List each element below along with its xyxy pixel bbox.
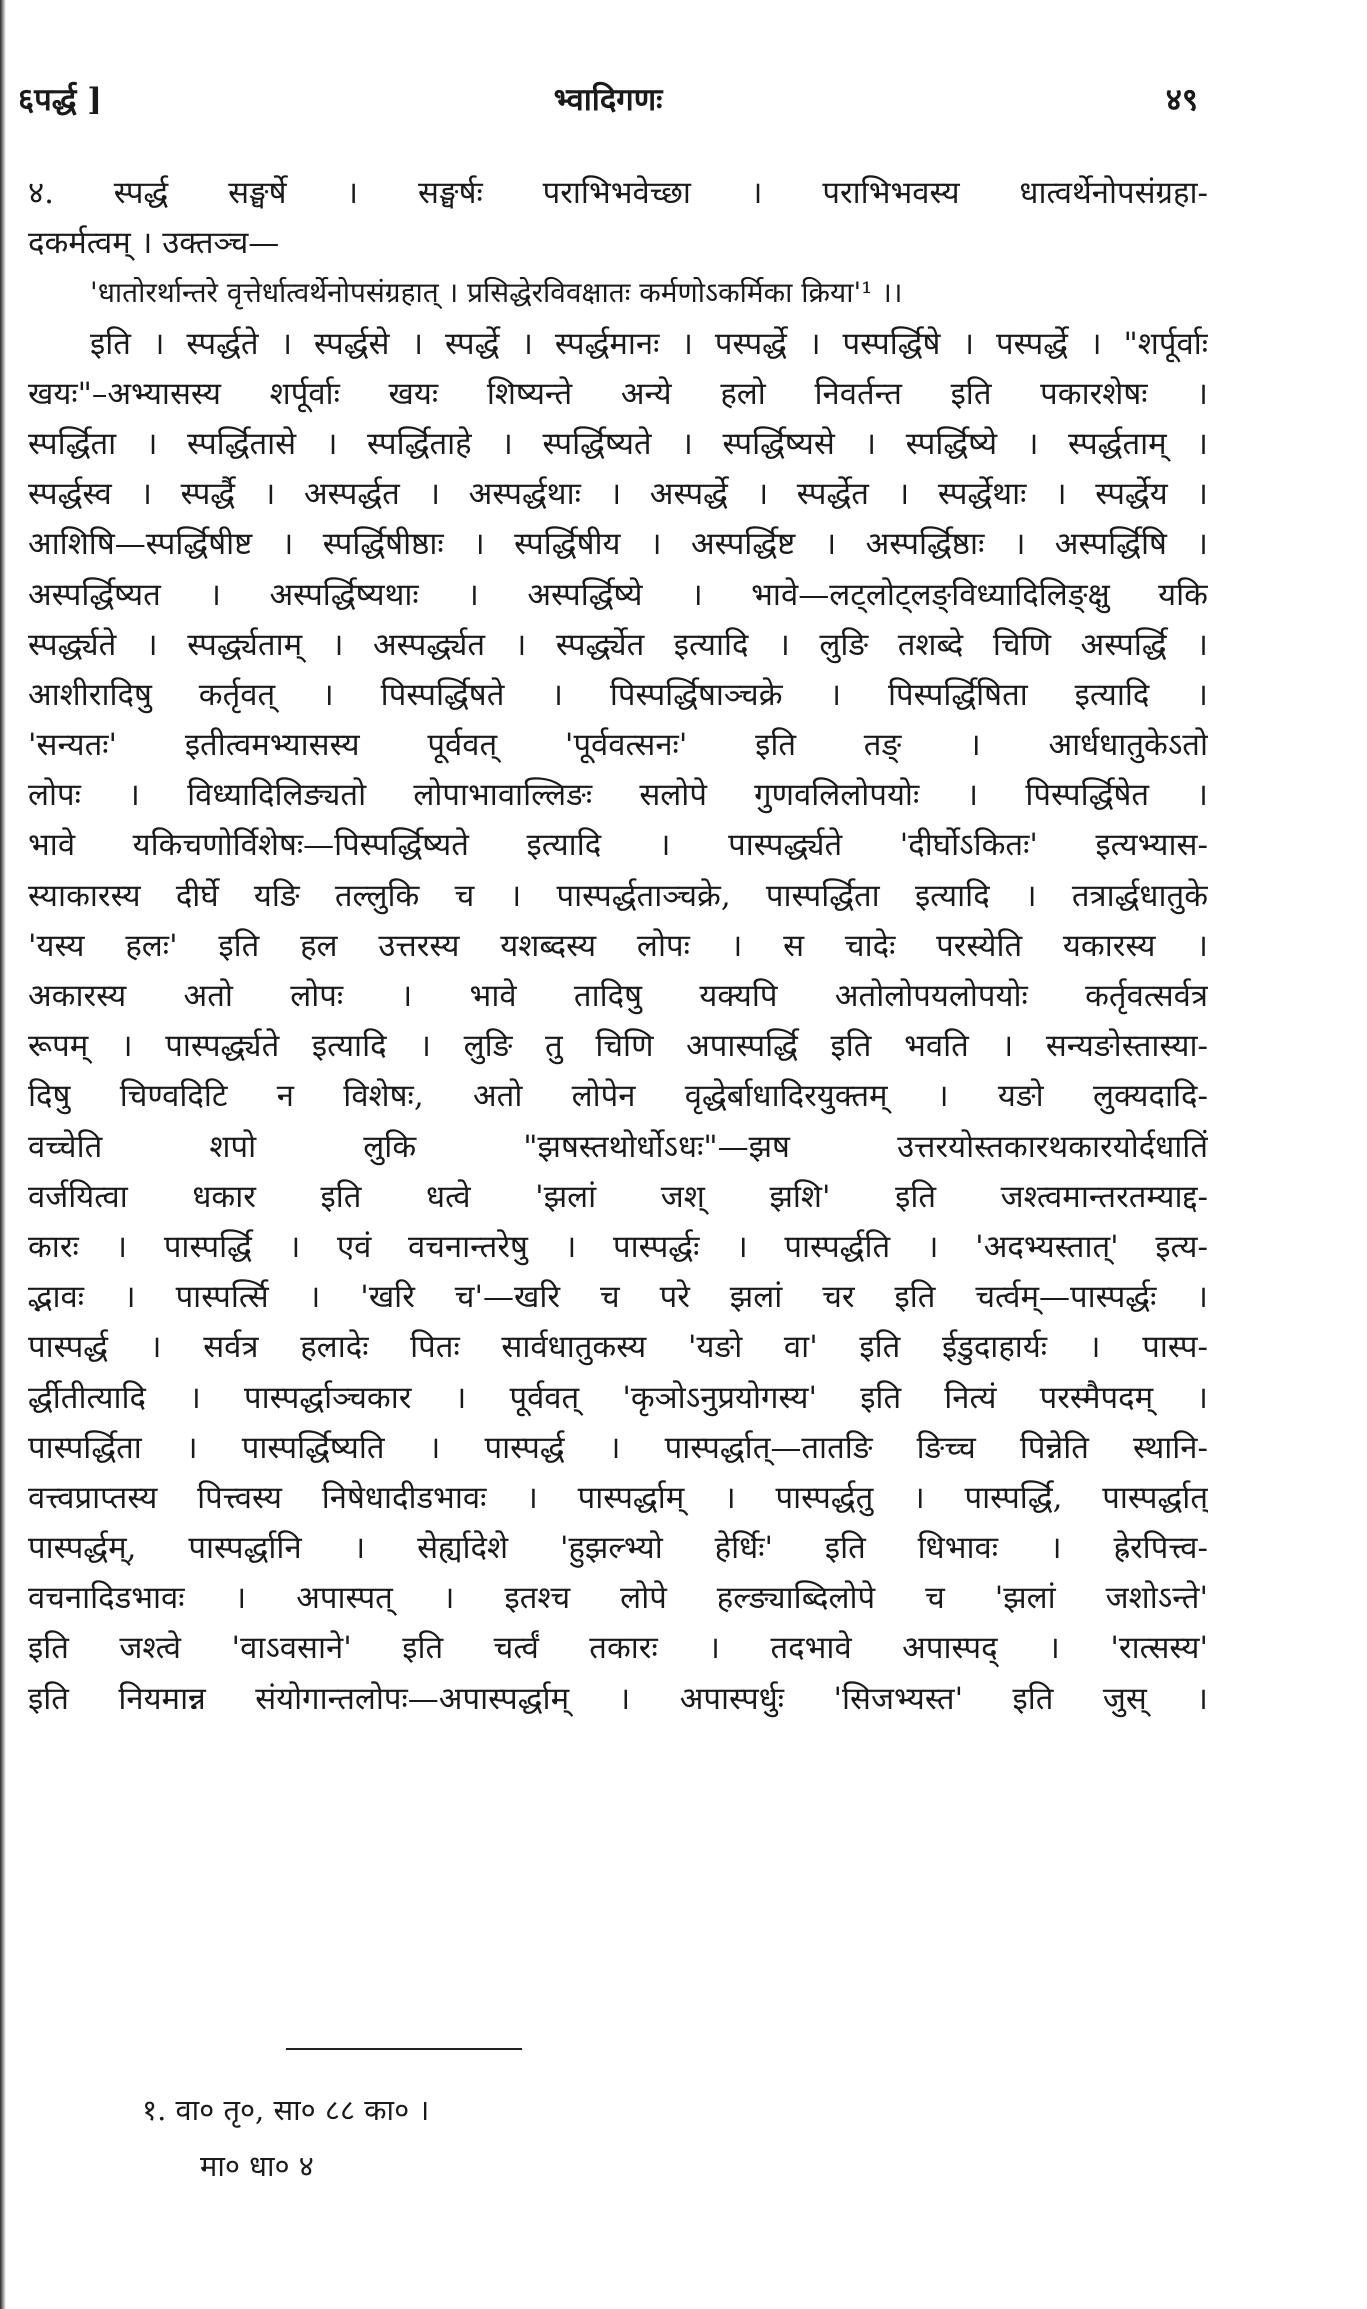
page-edge-shadow <box>0 0 6 2309</box>
text-line: कारः । पास्पर्द्धि । एवं वचनान्तरेषु । पास्पर्द्धः । पास्पर्द्धति । 'अदभ्यस्तात्' इत्य- <box>28 1228 1208 1265</box>
text-line: पास्पर्द्ध । सर्वत्र हलादेः पितः सार्वधातुकस्य 'यङो वा' इति ईडुदाहार्यः । पास्प- <box>28 1329 1208 1366</box>
quote-line: 'धातोरर्थान्तरे वृत्तेर्धात्वर्थेनोपसंग्रहात् । प्रसिद्धेरविवक्षातः कर्मणोऽकर्मिका क्रिया'¹ ।। <box>90 276 903 310</box>
text-line: इति नियमान्न संयोगान्तलोपः—अपास्पर्द्धाम् । अपास्पर्धुः 'सिजभ्यस्त' इति जुस् । <box>28 1680 1208 1717</box>
text-line: वच्चेति शपो लुकि "झषस्तथोर्धोऽधः"—झष उत्तरयोस्तकारथकारयोर्दधातिं <box>28 1128 1208 1165</box>
text-line: आशिषि—स्पर्द्धिषीष्ट । स्पर्द्धिषीष्ठाः । स्पर्द्धिषीय । अस्पर्द्धिष्ट । अस्पर्द्धिष्ठाः । अस्पर्द्धिषि । <box>28 526 1208 563</box>
text-line: वत्त्वप्राप्तस्य पित्त्वस्य निषेधादीडभावः । पास्पर्द्धाम् । पास्पर्द्धतु । पास्पर्द्धि, पास्पर्द्धात् <box>28 1479 1208 1516</box>
text-line: इति जश्त्वे 'वाऽवसाने' इति चर्त्वं तकारः । तदभावे अपास्पद् । 'रात्सस्य' <box>28 1630 1208 1667</box>
text-line: ४. स्पर्द्ध सङ्घर्षे । सङ्घर्षः पराभिभवेच्छा । पराभिभवस्य धात्वर्थेनोपसंग्रहा- <box>28 175 1208 211</box>
text-line: लोपः । विध्यादिलिङ्यतो लोपाभावाल्लिङः सलोपे गुणवलिलोपयोः । पिस्पर्द्धिषेत । <box>28 777 1208 814</box>
text-line: द्भावः । पास्पर्त्सि । 'खरि च'—खरि च परे झलां चर इति चर्त्वम्—पास्पर्द्धः । <box>28 1279 1208 1316</box>
header-left-text: ६पर्द्ध ] <box>18 82 102 118</box>
text-line: खयः"–अभ्यासस्य शर्पूर्वाः खयः शिष्यन्ते अन्ये हलो निवर्तन्त इति पकारशेषः । <box>28 375 1208 412</box>
text-line: 'सन्यतः' इतीत्वमभ्यासस्य पूर्ववत् 'पूर्ववत्सनः' इति तङ् । आर्धधातुकेऽतो <box>28 727 1208 764</box>
text-line: स्याकारस्य दीर्घे यङि तल्लुकि च । पास्पर्द्धताञ्चक्रे, पास्पर्द्धिता इत्यादि । तत्रार्द्धधातुके <box>28 877 1208 914</box>
footnote-divider <box>286 2048 522 2050</box>
text-line: दकर्मत्वम् । उक्तञ्च— <box>28 225 280 262</box>
text-line: अस्पर्द्धिष्यत । अस्पर्द्धिष्यथाः । अस्पर्द्धिष्ये । भावे—लट्लोट्लङ्विध्यादिलिङ्क्षु यकि <box>28 576 1208 613</box>
footnote-reference: १. वा० तृ०, सा० ८८ का० । <box>142 2093 430 2127</box>
text-line: आशीरादिषु कर्तृवत् । पिस्पर्द्धिषते । पिस्पर्द्धिषाञ्चक्रे । पिस्पर्द्धिषिता इत्यादि । <box>28 676 1208 713</box>
running-header <box>18 78 1198 130</box>
text-line: र्द्धीतीत्यादि । पास्पर्द्धाञ्चकार । पूर्ववत् 'कृञोऽनुप्रयोगस्य' इति नित्यं परस्मैपदम् । <box>28 1379 1208 1416</box>
text-line: पास्पर्द्धम्, पास्पर्द्धानि । सेर्ह्यादेशे 'हुझल्भ्यो हेर्धिः' इति धिभावः । ह्रेरपित्त्व- <box>28 1530 1208 1567</box>
text-line: स्पर्द्धस्व । स्पर्द्धै । अस्पर्द्धत । अस्पर्द्धथाः । अस्पर्द्धे । स्पर्द्धेत । स्पर्द्धेथाः । स्पर्द्धेय । <box>28 476 1208 513</box>
footnote <box>142 2082 429 2194</box>
text-line: अकारस्य अतो लोपः । भावे तादिषु यक्यपि अतोलोपयलोपयोः कर्तृवत्सर्वत्र <box>28 978 1208 1014</box>
text-line: दिषु चिण्वदिटि न विशेषः, अतो लोपेन वृद्धेर्बाधादिरयुक्तम् । यङो लुक्यदादि- <box>28 1078 1208 1115</box>
text-line: वर्जयित्वा धकार इति धत्वे 'झलां जश् झशि' इति जश्त्वमान्तरतम्याद्द- <box>28 1178 1208 1215</box>
text-line: 'यस्य हलः' इति हल उत्तरस्य यशब्दस्य लोपः । स चादेः परस्येति यकारस्य । <box>28 927 1208 964</box>
text-line: वचनादिडभावः । अपास्पत् । इतश्च लोपे हल्ङ्याब्दिलोपे च 'झलां जशोऽन्ते' <box>28 1580 1208 1617</box>
header-title: भ्वादिगणः <box>553 82 663 118</box>
footnote-signature: मा० धा० ४ <box>200 2149 314 2183</box>
text-line: स्पर्द्ध्यते । स्पर्द्ध्यताम् । अस्पर्द्ध्यत । स्पर्द्ध्येत इत्यादि । लुङि तशब्दे चिणि अस्पर्द्धि । <box>28 626 1208 663</box>
text-line: रूपम् । पास्पर्द्ध्यते इत्यादि । लुङि तु चिणि अपास्पर्द्धि इति भवति । सन्यङोस्तास्या- <box>28 1028 1208 1065</box>
text-line: इति । स्पर्द्धते । स्पर्द्धसे । स्पर्द्धे । स्पर्द्धमानः । पस्पर्द्धे । पस्पर्द्धिषे । पस्पर्द्धे । "शर्पूर्वाः <box>90 325 1208 362</box>
text-line: पास्पर्द्धिता । पास्पर्द्धिष्यति । पास्पर्द्ध । पास्पर्द्धात्—तातङि ङिच्च पिन्नेति स्थानि- <box>28 1429 1208 1466</box>
text-line: भावे यकिचणोर्विशेषः—पिस्पर्द्धिष्यते इत्यादि । पास्पर्द्ध्यते 'दीर्घोऽकितः' इत्यभ्यास- <box>28 827 1208 864</box>
body-text <box>28 168 1208 1724</box>
page-number: ४९ <box>1165 82 1198 118</box>
text-line: स्पर्द्धिता । स्पर्द्धितासे । स्पर्द्धिताहे । स्पर्द्धिष्यते । स्पर्द्धिष्यसे । स्पर्द्धिष्ये । स्पर्द्धताम् । <box>28 425 1208 462</box>
